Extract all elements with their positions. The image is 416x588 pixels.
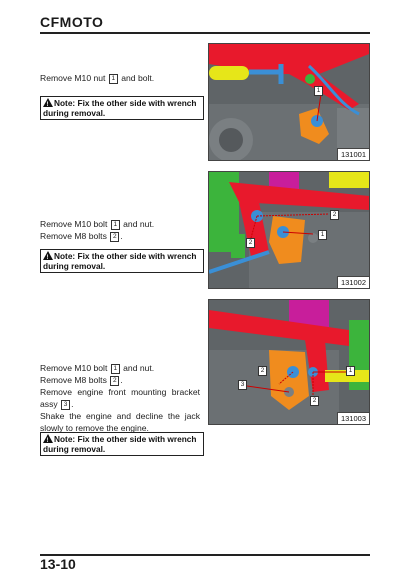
step-line: Remove M10 nut 1 and bolt. xyxy=(40,73,155,83)
callout-number: 1 xyxy=(314,86,323,96)
callout-number: 2 xyxy=(310,396,319,406)
step-text-1 xyxy=(40,72,200,84)
callout-number: 3 xyxy=(61,400,70,410)
callout-number: 2 xyxy=(330,210,339,220)
callout-number: 1 xyxy=(111,220,120,230)
footer-divider xyxy=(40,554,370,556)
callout-number: 2 xyxy=(258,366,267,376)
callout-number: 2 xyxy=(246,238,255,248)
callout-number: 1 xyxy=(111,364,120,374)
warning-note-2: !Note: Fix the other side with wrench during removal. xyxy=(40,249,204,273)
page-number: 13-10 xyxy=(40,556,76,572)
warning-note-3: !Note: Fix the other side with wrench during removal. xyxy=(40,432,204,456)
step-line: Remove M8 bolts 2 . xyxy=(40,375,123,385)
figure-illustration xyxy=(209,172,369,288)
warning-icon xyxy=(43,98,53,107)
warning-icon xyxy=(43,251,53,260)
figure-131003 xyxy=(208,299,370,425)
figure-131001 xyxy=(208,43,370,161)
step-line: Remove M10 bolt 1 and nut. xyxy=(40,219,155,229)
callout-number: 2 xyxy=(110,376,119,386)
brand-logo: CFMOTO xyxy=(40,14,104,30)
figure-label: 131001 xyxy=(337,148,369,160)
callout-number: 1 xyxy=(109,74,118,84)
step-line: Shake the engine and decline the jack slowly to remove the engine. xyxy=(40,411,200,433)
step-line: Remove M10 bolt 1 and nut. xyxy=(40,363,155,373)
figure-illustration xyxy=(209,300,369,424)
warning-icon xyxy=(43,434,53,443)
header-divider xyxy=(40,32,370,34)
callout-number: 1 xyxy=(318,230,327,240)
figure-131002 xyxy=(208,171,370,289)
callout-number: 1 xyxy=(346,366,355,376)
step-text-2 xyxy=(40,218,200,242)
figure-label: 131002 xyxy=(337,276,369,288)
step-text-3 xyxy=(40,362,200,434)
step-line: Remove M8 bolts 2 . xyxy=(40,231,123,241)
figure-illustration xyxy=(209,44,369,160)
callout-number: 2 xyxy=(110,232,119,242)
callout-number: 3 xyxy=(238,380,247,390)
warning-note-1: !Note: Fix the other side with wrench during removal. xyxy=(40,96,204,120)
step-line: Remove engine front mounting bracket assy 3 . xyxy=(40,387,200,409)
figure-label: 131003 xyxy=(337,412,369,424)
